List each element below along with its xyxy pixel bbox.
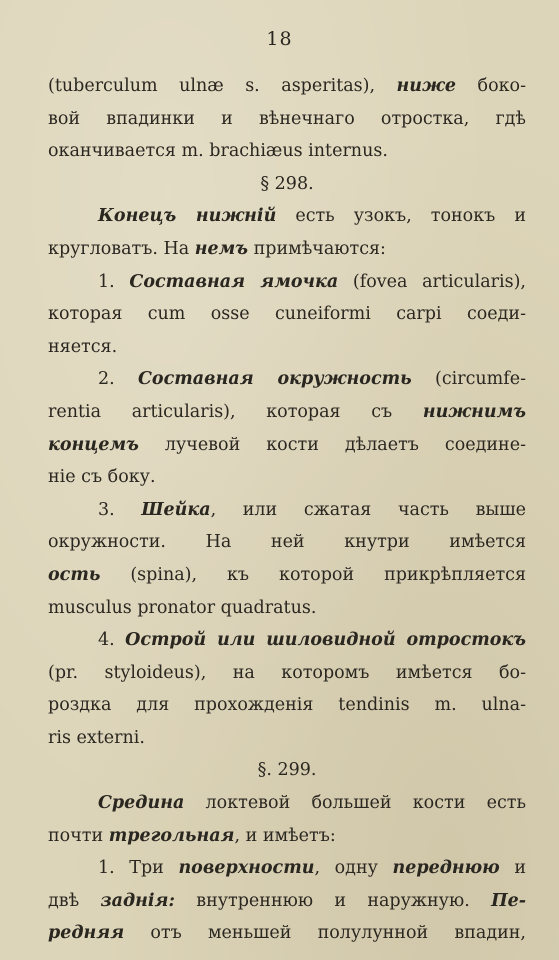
italic-term: Конецъ нижній xyxy=(98,206,277,227)
italic-term: Острой или шиловидной отростокъ xyxy=(125,630,526,651)
italic-term: ниже xyxy=(396,76,457,96)
text-line xyxy=(48,70,526,103)
text-segment: 3. xyxy=(98,499,142,520)
italic-term: нижнимъ xyxy=(422,401,526,422)
text-segment: кругловатъ. На xyxy=(48,238,195,259)
text-line xyxy=(48,722,526,755)
text-line xyxy=(48,135,526,168)
text-segment: (tuberculum ulnæ s. asperitas), xyxy=(48,76,397,96)
text-segment: rentia articularis), которая съ xyxy=(48,401,423,422)
text-segment: musculus pronator quadratus. xyxy=(48,597,317,618)
italic-term: ость xyxy=(48,564,101,585)
text-line xyxy=(48,592,526,625)
text-segment: 4. xyxy=(98,630,126,651)
text-segment: (fovea articularis), xyxy=(338,271,526,292)
text-segment: боко- xyxy=(456,76,526,96)
text-segment: 1. Три xyxy=(98,858,179,879)
text-line xyxy=(48,787,526,820)
text-segment: окружности. На ней кнутри имѣется xyxy=(48,532,526,553)
text-segment: ніе съ боку. xyxy=(48,467,156,488)
text-line xyxy=(48,233,526,266)
text-segment: локтевой большей кости есть xyxy=(184,793,526,814)
italic-term: редняя xyxy=(48,923,125,944)
text-segment: вой впадинки и вѣнечнаго отростка, гдѣ xyxy=(48,108,526,129)
text-line xyxy=(48,103,526,136)
italic-term: Составная окружность xyxy=(138,369,412,390)
text-segment: (circumfe- xyxy=(411,369,526,390)
text-segment: няется. xyxy=(48,336,118,357)
text-segment: роздка для прохожденія tendinis m. ulna- xyxy=(48,695,526,716)
text-segment: § 298. xyxy=(260,173,314,194)
text-segment: , и имѣетъ: xyxy=(234,825,336,846)
text-line xyxy=(48,852,526,885)
text-line xyxy=(48,559,526,592)
italic-term: заднія: xyxy=(100,890,175,911)
text-line xyxy=(48,429,526,462)
text-segment: внутреннюю и наружную. xyxy=(174,890,492,911)
italic-term: Шейка xyxy=(141,499,211,520)
text-line xyxy=(48,298,526,331)
italic-term: немъ xyxy=(194,238,249,259)
text-line xyxy=(48,331,526,364)
text-segment: 1. xyxy=(98,271,130,292)
body-text xyxy=(48,70,526,950)
text-segment: почти xyxy=(48,825,109,846)
text-line xyxy=(48,820,526,853)
text-line xyxy=(48,526,526,559)
text-line xyxy=(48,200,526,233)
italic-term: переднюю xyxy=(392,858,500,879)
text-line xyxy=(48,657,526,690)
text-segment: которая cum osse cuneiformi carpi соеди- xyxy=(48,304,526,325)
text-line xyxy=(48,168,526,201)
text-line xyxy=(48,885,526,918)
text-segment: лучевой кости дѣлаетъ соедине- xyxy=(138,434,526,455)
text-segment: отъ меньшей полулунной впадин, xyxy=(124,923,526,944)
text-segment: (pr. styloideus), на которомъ имѣется бо- xyxy=(48,662,526,683)
text-line xyxy=(48,624,526,657)
text-segment: примѣчаются: xyxy=(248,238,386,259)
text-line xyxy=(48,494,526,527)
text-segment: §. 299. xyxy=(257,760,317,781)
text-segment: , или сжатая часть выше xyxy=(210,499,526,520)
text-segment: (spina), къ которой прикрѣпляется xyxy=(100,564,526,585)
italic-term: Средина xyxy=(98,793,185,814)
italic-term: поверхности xyxy=(178,858,315,879)
text-line xyxy=(48,917,526,950)
text-line xyxy=(48,689,526,722)
text-segment: двѣ xyxy=(48,890,101,911)
text-segment: , одну xyxy=(314,858,393,879)
italic-term: Пе- xyxy=(491,890,526,911)
page-number: 18 xyxy=(266,28,293,50)
italic-term: Составная ямочка xyxy=(129,271,339,292)
text-line xyxy=(48,754,526,787)
italic-term: трегольная xyxy=(108,825,235,846)
text-segment: есть узокъ, тонокъ и xyxy=(276,206,526,227)
text-line xyxy=(48,396,526,429)
text-segment: ris externi. xyxy=(48,727,145,748)
text-line xyxy=(48,363,526,396)
text-line xyxy=(48,266,526,299)
text-line xyxy=(48,461,526,494)
italic-term: концемъ xyxy=(48,434,139,455)
text-segment: 2. xyxy=(98,369,138,390)
text-segment: и xyxy=(499,858,526,879)
text-segment: оканчивается m. brachiæus internus. xyxy=(48,141,388,162)
